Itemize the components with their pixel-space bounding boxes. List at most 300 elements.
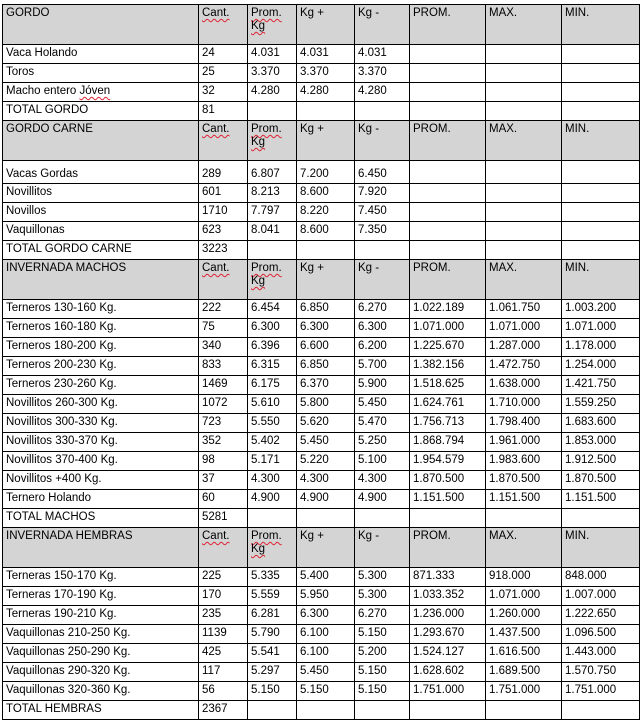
column-header-label: Prom. Kg bbox=[251, 530, 282, 555]
cell-max: 1.870.500 bbox=[486, 471, 562, 490]
cell-max: 1.616.500 bbox=[486, 644, 562, 663]
column-header-prom: PROM. bbox=[410, 260, 486, 300]
cell-kg-plus: 5.800 bbox=[297, 395, 355, 414]
cell-kg-minus: 7.350 bbox=[355, 222, 410, 241]
table-row bbox=[3, 300, 640, 319]
cell-max: 1.061.750 bbox=[486, 300, 562, 319]
table-row bbox=[3, 414, 640, 433]
cell-prom: 1.518.625 bbox=[410, 376, 486, 395]
column-header-label: Prom. Kg bbox=[251, 7, 282, 32]
row-category-name: Terneras 170-190 Kg. bbox=[3, 587, 199, 606]
cell-prom-kg: 5.402 bbox=[248, 433, 297, 452]
cell-kg-minus: 6.200 bbox=[355, 338, 410, 357]
column-header-min: MIN. bbox=[562, 121, 640, 161]
cell-cant: 289 bbox=[199, 161, 248, 184]
cell-cant: 601 bbox=[199, 184, 248, 203]
table-row bbox=[3, 357, 640, 376]
table-row bbox=[3, 471, 640, 490]
row-category-name bbox=[3, 83, 199, 102]
cell-max: 1.638.000 bbox=[486, 376, 562, 395]
cell-min: 1.912.500 bbox=[562, 452, 640, 471]
column-header-prom-kg bbox=[248, 121, 297, 161]
cell-kg-plus: 6.600 bbox=[297, 338, 355, 357]
cell-prom: 1.382.156 bbox=[410, 357, 486, 376]
row-category-name: Novillitos bbox=[3, 184, 199, 203]
empty-cell bbox=[355, 241, 410, 260]
cell-prom-kg: 5.171 bbox=[248, 452, 297, 471]
cell-prom-kg: 5.297 bbox=[248, 663, 297, 682]
cell-cant: 117 bbox=[199, 663, 248, 682]
cell-kg-plus: 4.300 bbox=[297, 471, 355, 490]
cell-min: 1.071.000 bbox=[562, 319, 640, 338]
empty-cell bbox=[410, 241, 486, 260]
cell-kg-minus: 6.300 bbox=[355, 319, 410, 338]
cell-prom-kg: 4.280 bbox=[248, 83, 297, 102]
empty-cell bbox=[562, 509, 640, 528]
column-header-max: MAX. bbox=[486, 260, 562, 300]
cell-max: 1.437.500 bbox=[486, 625, 562, 644]
empty-cell bbox=[562, 241, 640, 260]
cell-prom: 1.624.761 bbox=[410, 395, 486, 414]
table-row bbox=[3, 395, 640, 414]
cell-prom: 1.033.352 bbox=[410, 587, 486, 606]
cell-kg-minus: 5.150 bbox=[355, 663, 410, 682]
cell-kg-plus: 6.300 bbox=[297, 606, 355, 625]
row-category-name: Vaquillonas bbox=[3, 222, 199, 241]
cell-prom bbox=[410, 161, 486, 184]
cell-min bbox=[562, 203, 640, 222]
row-category-name: Terneras 150-170 Kg. bbox=[3, 568, 199, 587]
cell-min: 1.254.000 bbox=[562, 357, 640, 376]
cell-kg-plus: 6.850 bbox=[297, 357, 355, 376]
column-header-kg-plus: Kg + bbox=[297, 5, 355, 45]
cell-prom-kg: 6.175 bbox=[248, 376, 297, 395]
cell-kg-minus: 5.300 bbox=[355, 568, 410, 587]
cell-cant: 98 bbox=[199, 452, 248, 471]
cell-kg-minus: 6.270 bbox=[355, 300, 410, 319]
cell-cant: 25 bbox=[199, 64, 248, 83]
total-row bbox=[3, 241, 640, 260]
section-header-row bbox=[3, 528, 640, 568]
row-category-name: Novillitos +400 Kg. bbox=[3, 471, 199, 490]
cell-max bbox=[486, 222, 562, 241]
cell-min bbox=[562, 222, 640, 241]
cell-min: 1.443.000 bbox=[562, 644, 640, 663]
cell-max: 1.689.500 bbox=[486, 663, 562, 682]
column-header-label: Cant. bbox=[202, 530, 230, 542]
table-row bbox=[3, 452, 640, 471]
empty-cell bbox=[355, 701, 410, 720]
column-header-label: Cant. bbox=[202, 262, 230, 274]
cell-cant: 1469 bbox=[199, 376, 248, 395]
empty-cell bbox=[248, 241, 297, 260]
cell-cant: 723 bbox=[199, 414, 248, 433]
cell-max: 1.961.000 bbox=[486, 433, 562, 452]
cell-prom-kg: 5.550 bbox=[248, 414, 297, 433]
total-label: TOTAL HEMBRAS bbox=[3, 701, 199, 720]
cell-prom: 871.333 bbox=[410, 568, 486, 587]
cell-prom-kg: 5.335 bbox=[248, 568, 297, 587]
row-category-name: Terneros 180-200 Kg. bbox=[3, 338, 199, 357]
cell-min: 1.003.200 bbox=[562, 300, 640, 319]
column-header-prom-kg bbox=[248, 528, 297, 568]
cell-prom-kg: 8.041 bbox=[248, 222, 297, 241]
cell-kg-plus: 5.620 bbox=[297, 414, 355, 433]
cell-kg-minus: 4.280 bbox=[355, 83, 410, 102]
cell-min bbox=[562, 161, 640, 184]
cell-prom: 1.022.189 bbox=[410, 300, 486, 319]
empty-cell bbox=[486, 102, 562, 121]
cell-cant: 75 bbox=[199, 319, 248, 338]
cell-max: 1.071.000 bbox=[486, 319, 562, 338]
row-category-name: Novillitos 300-330 Kg. bbox=[3, 414, 199, 433]
cell-kg-minus: 3.370 bbox=[355, 64, 410, 83]
cell-min: 1.853.000 bbox=[562, 433, 640, 452]
cell-kg-plus: 5.450 bbox=[297, 433, 355, 452]
column-header-cant bbox=[199, 260, 248, 300]
section-title: INVERNADA HEMBRAS bbox=[3, 528, 199, 568]
row-category-name: Vaquillonas 320-360 Kg. bbox=[3, 682, 199, 701]
table-row bbox=[3, 338, 640, 357]
cell-kg-minus: 6.270 bbox=[355, 606, 410, 625]
cell-prom bbox=[410, 45, 486, 64]
empty-cell bbox=[297, 701, 355, 720]
cell-prom-kg: 6.300 bbox=[248, 319, 297, 338]
row-category-name: Terneras 190-210 Kg. bbox=[3, 606, 199, 625]
table-row bbox=[3, 682, 640, 701]
cell-cant: 32 bbox=[199, 83, 248, 102]
table-row bbox=[3, 64, 640, 83]
cell-prom-kg: 5.559 bbox=[248, 587, 297, 606]
cell-prom bbox=[410, 222, 486, 241]
cell-kg-minus: 5.200 bbox=[355, 644, 410, 663]
cell-max: 1.151.500 bbox=[486, 490, 562, 509]
empty-cell bbox=[248, 701, 297, 720]
cell-kg-plus: 6.370 bbox=[297, 376, 355, 395]
cell-min: 1.559.250 bbox=[562, 395, 640, 414]
cell-kg-minus: 4.900 bbox=[355, 490, 410, 509]
cell-max: 1.287.000 bbox=[486, 338, 562, 357]
total-label: TOTAL GORDO CARNE bbox=[3, 241, 199, 260]
cell-kg-plus: 5.150 bbox=[297, 682, 355, 701]
cell-kg-minus: 5.470 bbox=[355, 414, 410, 433]
cell-max: 1.983.600 bbox=[486, 452, 562, 471]
cell-kg-plus: 5.450 bbox=[297, 663, 355, 682]
cell-kg-minus: 5.150 bbox=[355, 625, 410, 644]
column-header-label: Cant. bbox=[202, 7, 230, 19]
cell-cant: 24 bbox=[199, 45, 248, 64]
cell-kg-minus: 6.450 bbox=[355, 161, 410, 184]
cell-min: 1.570.750 bbox=[562, 663, 640, 682]
section-title: INVERNADA MACHOS bbox=[3, 260, 199, 300]
spellcheck-word: Jóven bbox=[79, 85, 111, 97]
cell-cant: 1710 bbox=[199, 203, 248, 222]
cell-kg-plus: 6.100 bbox=[297, 625, 355, 644]
cell-kg-plus: 3.370 bbox=[297, 64, 355, 83]
cell-prom bbox=[410, 64, 486, 83]
column-header-cant bbox=[199, 121, 248, 161]
cell-cant: 425 bbox=[199, 644, 248, 663]
empty-cell bbox=[297, 241, 355, 260]
cell-prom-kg: 5.150 bbox=[248, 682, 297, 701]
cell-kg-plus: 8.600 bbox=[297, 184, 355, 203]
cell-max bbox=[486, 203, 562, 222]
cell-min: 1.096.500 bbox=[562, 625, 640, 644]
cell-cant: 225 bbox=[199, 568, 248, 587]
cell-prom-kg: 5.541 bbox=[248, 644, 297, 663]
table-row bbox=[3, 222, 640, 241]
cell-prom-kg: 6.396 bbox=[248, 338, 297, 357]
column-header-prom-kg bbox=[248, 5, 297, 45]
row-category-name: Terneros 130-160 Kg. bbox=[3, 300, 199, 319]
cell-min bbox=[562, 45, 640, 64]
cell-kg-plus: 5.950 bbox=[297, 587, 355, 606]
empty-cell bbox=[248, 509, 297, 528]
cell-max: 1.260.000 bbox=[486, 606, 562, 625]
cell-prom: 1.954.579 bbox=[410, 452, 486, 471]
column-header-label: Prom. Kg bbox=[251, 123, 282, 148]
empty-cell bbox=[297, 102, 355, 121]
column-header-prom: PROM. bbox=[410, 5, 486, 45]
cell-max: 918.000 bbox=[486, 568, 562, 587]
table-row bbox=[3, 45, 640, 64]
row-category-name: Ternero Holando bbox=[3, 490, 199, 509]
cell-max bbox=[486, 161, 562, 184]
cell-prom: 1.751.000 bbox=[410, 682, 486, 701]
row-category-name: Toros bbox=[3, 64, 199, 83]
empty-cell bbox=[486, 509, 562, 528]
row-category-name: Vaquillonas 210-250 Kg. bbox=[3, 625, 199, 644]
table-row bbox=[3, 184, 640, 203]
table-row bbox=[3, 376, 640, 395]
cell-min bbox=[562, 83, 640, 102]
cell-cant: 1072 bbox=[199, 395, 248, 414]
cell-prom-kg: 6.281 bbox=[248, 606, 297, 625]
cell-max bbox=[486, 64, 562, 83]
row-category-name: Vaca Holando bbox=[3, 45, 199, 64]
cell-max bbox=[486, 83, 562, 102]
row-category-name: Novillitos 370-400 Kg. bbox=[3, 452, 199, 471]
row-category-name: Terneros 200-230 Kg. bbox=[3, 357, 199, 376]
section-header-row bbox=[3, 121, 640, 161]
column-header-kg-minus: Kg - bbox=[355, 121, 410, 161]
cell-prom: 1.628.602 bbox=[410, 663, 486, 682]
empty-cell bbox=[562, 102, 640, 121]
column-header-cant bbox=[199, 5, 248, 45]
cell-prom: 1.151.500 bbox=[410, 490, 486, 509]
cell-min: 1.421.750 bbox=[562, 376, 640, 395]
cell-kg-minus: 7.450 bbox=[355, 203, 410, 222]
cell-prom: 1.870.500 bbox=[410, 471, 486, 490]
cell-min: 1.870.500 bbox=[562, 471, 640, 490]
row-category-name: Vaquillonas 250-290 Kg. bbox=[3, 644, 199, 663]
table-row bbox=[3, 587, 640, 606]
cell-prom-kg: 4.900 bbox=[248, 490, 297, 509]
cell-kg-plus: 6.300 bbox=[297, 319, 355, 338]
cell-prom-kg: 8.213 bbox=[248, 184, 297, 203]
table-row bbox=[3, 203, 640, 222]
cell-cant: 235 bbox=[199, 606, 248, 625]
empty-cell bbox=[410, 509, 486, 528]
cell-prom-kg: 3.370 bbox=[248, 64, 297, 83]
cell-prom bbox=[410, 203, 486, 222]
row-category-name: Terneros 160-180 Kg. bbox=[3, 319, 199, 338]
cell-cant: 833 bbox=[199, 357, 248, 376]
cell-cant: 352 bbox=[199, 433, 248, 452]
column-header-kg-plus: Kg + bbox=[297, 121, 355, 161]
cell-kg-plus: 8.600 bbox=[297, 222, 355, 241]
cell-max bbox=[486, 184, 562, 203]
empty-cell bbox=[486, 701, 562, 720]
cell-kg-minus: 5.250 bbox=[355, 433, 410, 452]
row-category-name: Terneros 230-260 Kg. bbox=[3, 376, 199, 395]
table-row bbox=[3, 319, 640, 338]
total-row bbox=[3, 509, 640, 528]
empty-cell bbox=[355, 509, 410, 528]
cell-prom: 1.071.000 bbox=[410, 319, 486, 338]
row-category-name-text: Macho entero Jóven bbox=[6, 85, 111, 97]
cell-min: 1.683.600 bbox=[562, 414, 640, 433]
cell-cant: 340 bbox=[199, 338, 248, 357]
total-value: 81 bbox=[199, 102, 248, 121]
cell-kg-plus: 4.280 bbox=[297, 83, 355, 102]
cell-kg-minus: 5.900 bbox=[355, 376, 410, 395]
column-header-min: MIN. bbox=[562, 528, 640, 568]
total-value: 5281 bbox=[199, 509, 248, 528]
section-header-row bbox=[3, 5, 640, 45]
empty-cell bbox=[355, 102, 410, 121]
cell-cant: 623 bbox=[199, 222, 248, 241]
total-value: 2367 bbox=[199, 701, 248, 720]
livestock-price-table bbox=[2, 4, 640, 720]
column-header-label: Prom. Kg bbox=[251, 262, 282, 287]
column-header-cant bbox=[199, 528, 248, 568]
cell-max: 1.751.000 bbox=[486, 682, 562, 701]
cell-min: 1.151.500 bbox=[562, 490, 640, 509]
cell-kg-minus: 4.300 bbox=[355, 471, 410, 490]
cell-prom: 1.225.670 bbox=[410, 338, 486, 357]
cell-max: 1.710.000 bbox=[486, 395, 562, 414]
row-category-name: Novillitos 330-370 Kg. bbox=[3, 433, 199, 452]
cell-prom: 1.293.670 bbox=[410, 625, 486, 644]
cell-min: 848.000 bbox=[562, 568, 640, 587]
column-header-kg-minus: Kg - bbox=[355, 5, 410, 45]
cell-prom bbox=[410, 83, 486, 102]
cell-prom-kg: 6.807 bbox=[248, 161, 297, 184]
cell-cant: 60 bbox=[199, 490, 248, 509]
cell-kg-minus: 5.700 bbox=[355, 357, 410, 376]
table-row bbox=[3, 433, 640, 452]
cell-kg-minus: 7.920 bbox=[355, 184, 410, 203]
row-category-name: Vacas Gordas bbox=[3, 161, 199, 184]
cell-min: 1.178.000 bbox=[562, 338, 640, 357]
cell-cant: 37 bbox=[199, 471, 248, 490]
cell-min: 1.222.650 bbox=[562, 606, 640, 625]
cell-prom: 1.524.127 bbox=[410, 644, 486, 663]
cell-min: 1.751.000 bbox=[562, 682, 640, 701]
table-row bbox=[3, 625, 640, 644]
cell-cant: 1139 bbox=[199, 625, 248, 644]
cell-cant: 222 bbox=[199, 300, 248, 319]
cell-min: 1.007.000 bbox=[562, 587, 640, 606]
cell-cant: 56 bbox=[199, 682, 248, 701]
table-row bbox=[3, 568, 640, 587]
cell-kg-minus: 5.300 bbox=[355, 587, 410, 606]
cell-prom: 1.236.000 bbox=[410, 606, 486, 625]
row-category-name: Novillos bbox=[3, 203, 199, 222]
empty-cell bbox=[297, 509, 355, 528]
column-header-kg-minus: Kg - bbox=[355, 528, 410, 568]
cell-kg-minus: 4.031 bbox=[355, 45, 410, 64]
cell-prom-kg: 4.031 bbox=[248, 45, 297, 64]
column-header-max: MAX. bbox=[486, 5, 562, 45]
cell-prom-kg: 6.454 bbox=[248, 300, 297, 319]
cell-prom: 1.868.794 bbox=[410, 433, 486, 452]
table-row bbox=[3, 83, 640, 102]
cell-kg-plus: 5.220 bbox=[297, 452, 355, 471]
total-row bbox=[3, 701, 640, 720]
cell-kg-plus: 4.031 bbox=[297, 45, 355, 64]
cell-kg-plus: 7.200 bbox=[297, 161, 355, 184]
cell-min bbox=[562, 184, 640, 203]
empty-cell bbox=[486, 241, 562, 260]
cell-max: 1.798.400 bbox=[486, 414, 562, 433]
cell-kg-minus: 5.450 bbox=[355, 395, 410, 414]
cell-kg-plus: 8.220 bbox=[297, 203, 355, 222]
cell-kg-minus: 5.100 bbox=[355, 452, 410, 471]
cell-prom-kg: 5.790 bbox=[248, 625, 297, 644]
cell-kg-plus: 6.850 bbox=[297, 300, 355, 319]
section-header-row bbox=[3, 260, 640, 300]
cell-kg-plus: 6.100 bbox=[297, 644, 355, 663]
table-row bbox=[3, 606, 640, 625]
column-header-kg-plus: Kg + bbox=[297, 260, 355, 300]
cell-kg-minus: 5.150 bbox=[355, 682, 410, 701]
column-header-max: MAX. bbox=[486, 121, 562, 161]
column-header-min: MIN. bbox=[562, 260, 640, 300]
empty-cell bbox=[410, 102, 486, 121]
table-row bbox=[3, 161, 640, 184]
column-header-prom: PROM. bbox=[410, 528, 486, 568]
column-header-prom-kg bbox=[248, 260, 297, 300]
cell-max: 1.472.750 bbox=[486, 357, 562, 376]
cell-prom-kg: 7.797 bbox=[248, 203, 297, 222]
cell-prom bbox=[410, 184, 486, 203]
cell-max bbox=[486, 45, 562, 64]
column-header-max: MAX. bbox=[486, 528, 562, 568]
cell-kg-plus: 4.900 bbox=[297, 490, 355, 509]
cell-prom-kg: 6.315 bbox=[248, 357, 297, 376]
row-category-name: Vaquillonas 290-320 Kg. bbox=[3, 663, 199, 682]
cell-cant: 170 bbox=[199, 587, 248, 606]
empty-cell bbox=[562, 701, 640, 720]
column-header-kg-minus: Kg - bbox=[355, 260, 410, 300]
cell-prom: 1.756.713 bbox=[410, 414, 486, 433]
section-title: GORDO bbox=[3, 5, 199, 45]
cell-kg-plus: 5.400 bbox=[297, 568, 355, 587]
total-row bbox=[3, 102, 640, 121]
column-header-min: MIN. bbox=[562, 5, 640, 45]
table-row bbox=[3, 490, 640, 509]
column-header-label: Cant. bbox=[202, 123, 230, 135]
cell-max: 1.071.000 bbox=[486, 587, 562, 606]
table-row bbox=[3, 663, 640, 682]
cell-prom-kg: 5.610 bbox=[248, 395, 297, 414]
cell-prom-kg: 4.300 bbox=[248, 471, 297, 490]
empty-cell bbox=[410, 701, 486, 720]
total-value: 3223 bbox=[199, 241, 248, 260]
section-title: GORDO CARNE bbox=[3, 121, 199, 161]
